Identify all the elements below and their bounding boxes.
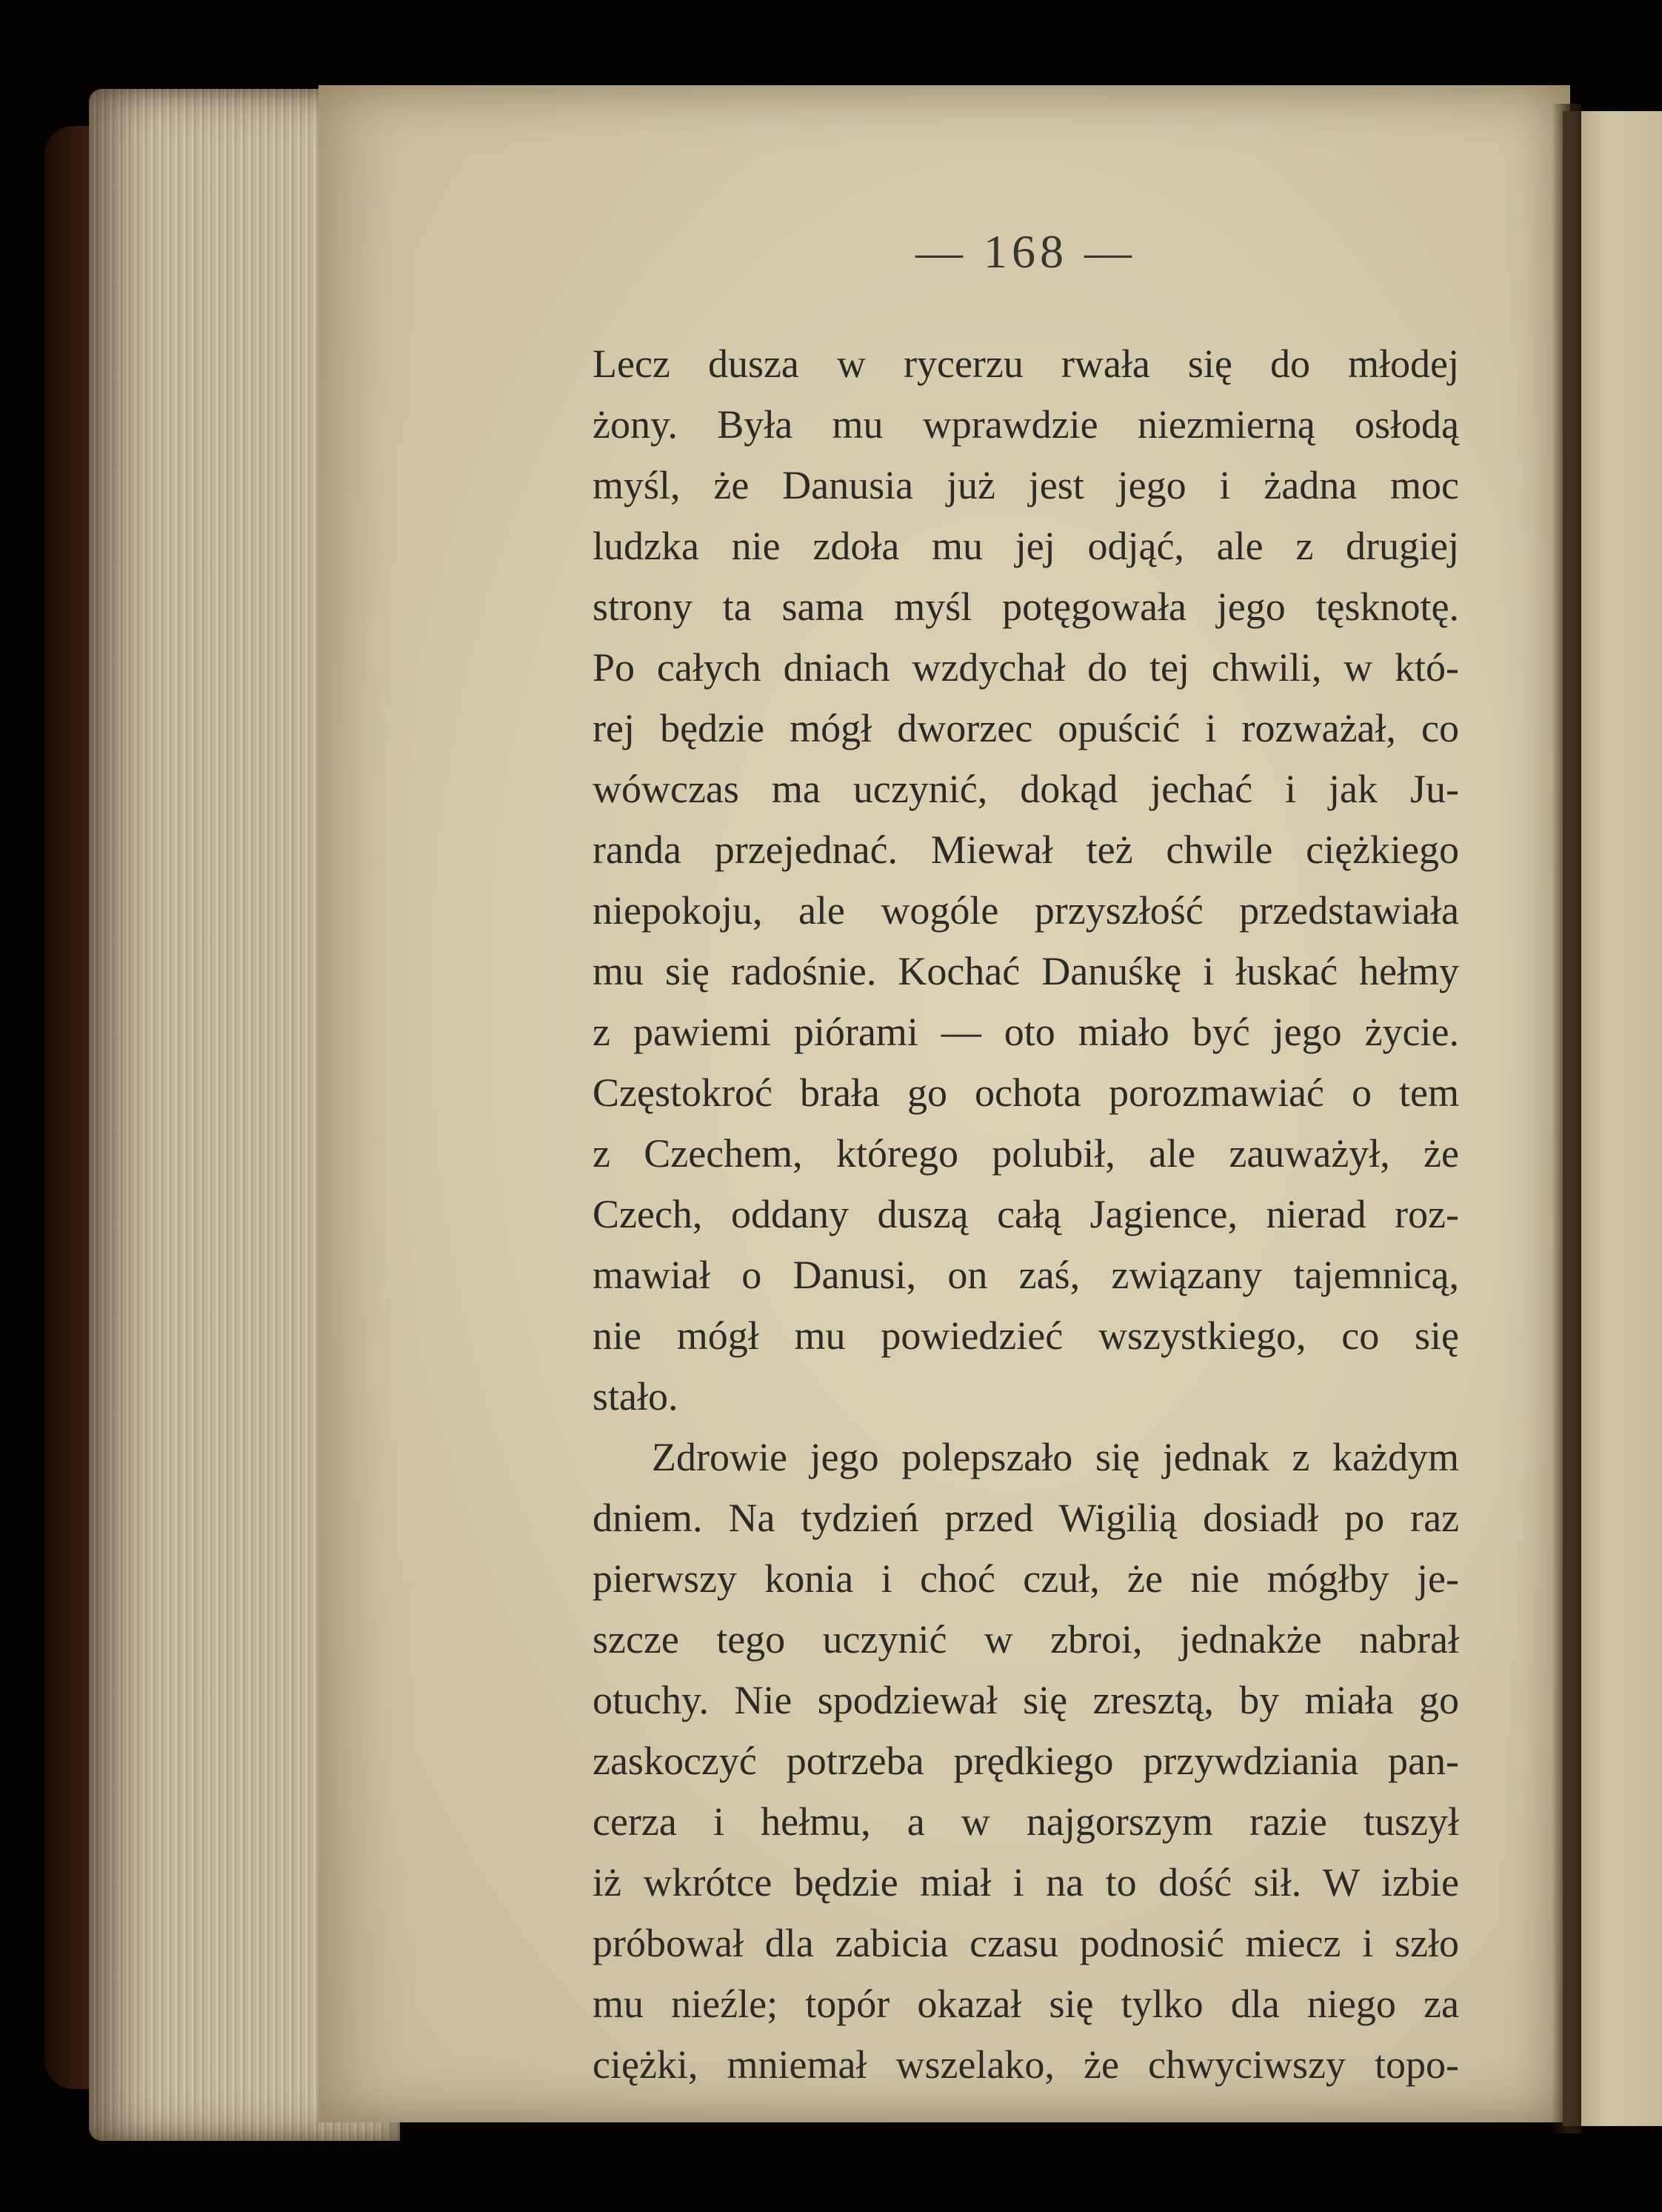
page-number: — 168 — [915,225,1136,278]
text-line: iż wkrótce będzie miał i na to dość sił. W izbie [593,1860,1459,1905]
text-line: Czech, oddany duszą całą Jagience, nierad roz- [593,1192,1459,1236]
text-line: żony. Była mu wprawdzie niezmierną osłodą [593,402,1459,447]
text-line: dniem. Na tydzień przed Wigilią dosiadł po raz [593,1496,1459,1540]
text-line: szcze tego uczynić w zbroi, jednakże nabrał [593,1617,1459,1662]
text-line: zaskoczyć potrzeba prędkiego przywdziania pan- [593,1739,1459,1783]
text-line: rej będzie mógł dworzec opuścić i rozważał, co [593,706,1459,750]
text-line: próbował dla zabicia czasu podnosić miecz i szło [593,1921,1459,1965]
text-line: mawiał o Danusi, on zaś, związany tajemnicą, [593,1253,1459,1297]
text-line: z pawiemi piórami — oto miało być jego życie. [593,1010,1459,1054]
text-line: Lecz dusza w rycerzu rwała się do młodej [593,342,1459,386]
text-line: cerza i hełmu, a w najgorszym razie tuszył [593,1799,1459,1844]
text-line: ludzka nie zdoła mu jej odjąć, ale z drugiej [593,524,1459,568]
text-line: Zdrowie jego polepszało się jednak z każdym [652,1435,1459,1479]
text-line: wówczas ma uczynić, dokąd jechać i jak Ju- [593,767,1459,811]
text-line: mu nieźle; topór okazał się tylko dla niego za [593,1982,1459,2026]
text-line: ciężki, mniemał wszelako, że chwyciwszy topo- [593,2042,1459,2087]
text-line: Po całych dniach wzdychał do tej chwili, w któ- [593,645,1459,690]
text-line: pierwszy konia i choć czuł, że nie mógłby je- [593,1556,1459,1601]
text-line: nie mógł mu powiedzieć wszystkiego, co się [593,1313,1459,1358]
text-line: myśl, że Danusia już jest jego i żadna moc [593,463,1459,507]
text-line: strony ta sama myśl potęgowała jego tęsknotę. [593,584,1459,629]
text-line: niepokoju, ale wogóle przyszłość przedstawiała [593,888,1459,933]
text-line: stało. [593,1374,678,1419]
text-line: otuchy. Nie spodziewał się zresztą, by miała go [593,1678,1459,1722]
page-gutter [1552,104,1581,2133]
text-line: z Czechem, którego polubił, ale zauważył, że [593,1131,1459,1176]
page-text [593,215,1459,2095]
text-line: Częstokroć brała go ochota porozmawiać o tem [593,1070,1459,1115]
text-line: mu się radośnie. Kochać Danuśkę i łuskać hełmy [593,949,1459,993]
text-line: randa przejednać. Miewał też chwile ciężkiego [593,827,1459,872]
